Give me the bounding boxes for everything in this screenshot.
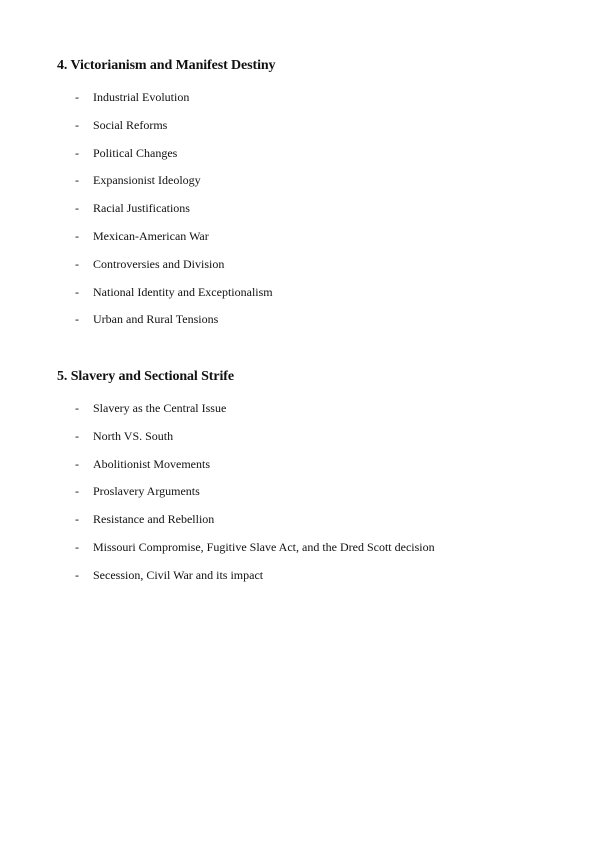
list-item bbox=[57, 398, 577, 426]
list-item bbox=[57, 282, 577, 310]
dash-bullet: - bbox=[75, 456, 79, 471]
bullet-list bbox=[57, 87, 577, 337]
dash-bullet: - bbox=[75, 539, 79, 554]
section-heading: 4. Victorianism and Manifest Destiny bbox=[57, 58, 276, 73]
list-item bbox=[57, 198, 577, 226]
list-item-text: Slavery as the Central Issue bbox=[93, 401, 227, 415]
section-heading: 5. Slavery and Sectional Strife bbox=[57, 369, 234, 384]
dash-bullet: - bbox=[75, 312, 79, 327]
list-item-text: Secession, Civil War and its impact bbox=[93, 567, 264, 582]
list-item-text: Expansionist Ideology bbox=[93, 173, 201, 188]
dash-bullet: - bbox=[75, 284, 79, 299]
dash-bullet: - bbox=[75, 256, 79, 271]
list-item-text: Resistance and Rebellion bbox=[93, 512, 215, 527]
dash-bullet: - bbox=[75, 145, 79, 160]
list-item bbox=[57, 309, 577, 337]
list-item-text: Racial Justifications bbox=[93, 201, 190, 216]
list-item bbox=[57, 481, 577, 509]
list-item-text: Mexican-American War bbox=[93, 228, 209, 243]
list-item bbox=[57, 565, 577, 593]
list-item bbox=[57, 87, 577, 115]
list-item-text: Urban and Rural Tensions bbox=[93, 312, 219, 327]
list-item bbox=[57, 454, 577, 482]
list-item bbox=[57, 254, 577, 282]
list-item-text: Controversies and Division bbox=[93, 256, 225, 271]
list-item bbox=[57, 426, 577, 454]
list-item bbox=[57, 226, 577, 254]
dash-bullet: - bbox=[75, 228, 79, 243]
dash-bullet: - bbox=[75, 201, 79, 216]
dash-bullet: - bbox=[75, 401, 79, 415]
list-item-text: North VS. South bbox=[93, 428, 174, 443]
list-item bbox=[57, 170, 577, 198]
list-item-text: Abolitionist Movements bbox=[93, 456, 210, 471]
list-item bbox=[57, 115, 577, 143]
dash-bullet: - bbox=[75, 484, 79, 499]
dash-bullet: - bbox=[75, 428, 79, 443]
dash-bullet: - bbox=[75, 512, 79, 527]
dash-bullet: - bbox=[75, 173, 79, 188]
list-item-text: Missouri Compromise, Fugitive Slave Act, and the Dred Scott decision bbox=[93, 539, 435, 554]
list-item bbox=[57, 143, 577, 171]
dash-bullet: - bbox=[75, 567, 79, 582]
section-victorianism bbox=[57, 56, 577, 326]
list-item-text: Social Reforms bbox=[93, 117, 168, 132]
dash-bullet: - bbox=[75, 117, 79, 132]
list-item-text: Political Changes bbox=[93, 145, 178, 160]
bullet-list bbox=[57, 398, 577, 593]
list-item bbox=[57, 537, 577, 565]
list-item-text: Proslavery Arguments bbox=[93, 484, 200, 499]
list-item-text: National Identity and Exceptionalism bbox=[93, 284, 273, 299]
section-slavery bbox=[57, 367, 577, 582]
list-item bbox=[57, 509, 577, 537]
dash-bullet: - bbox=[75, 90, 79, 104]
list-item-text: Industrial Evolution bbox=[93, 90, 190, 104]
